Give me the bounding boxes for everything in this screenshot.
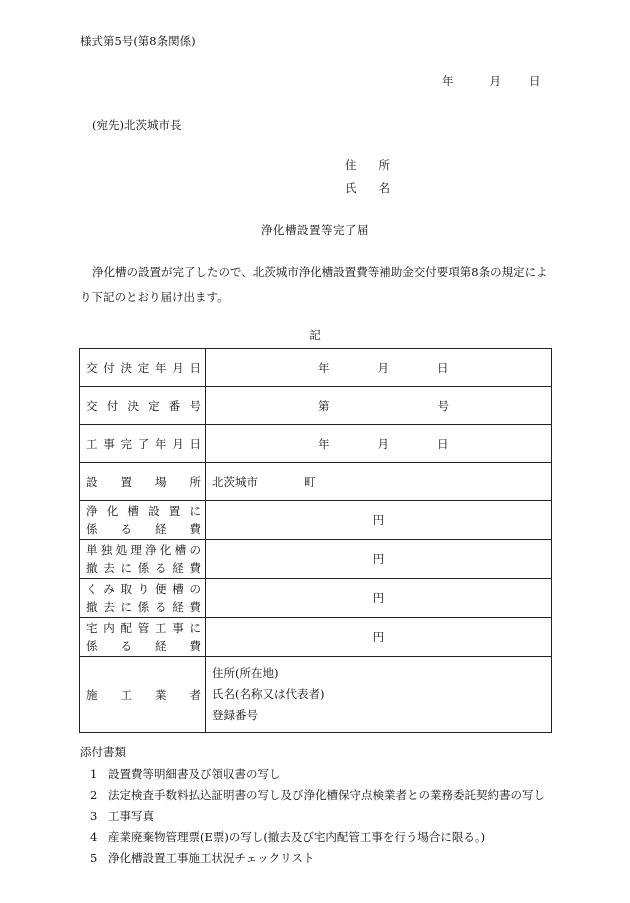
date-value: 年 月 日 xyxy=(318,360,449,375)
table-row xyxy=(80,657,552,733)
addressee: (宛先)北茨城市長 xyxy=(92,118,182,132)
row-label: 交 付 決 定 年 月 日 xyxy=(86,360,201,375)
table-row xyxy=(80,501,552,540)
contractor-fields xyxy=(206,663,551,726)
submission-date xyxy=(442,73,541,89)
list-item: 2 法定検査手数料払込証明書の写し及び浄化槽保守点検業者との業務委託契約書の写し xyxy=(90,788,545,802)
date-value: 年 月 日 xyxy=(318,436,449,451)
yen-value: 円 xyxy=(372,630,385,644)
date-year-label: 年 xyxy=(442,74,454,88)
row-label: 宅 内 配 管 工 事 に 係 る 経 費 xyxy=(86,621,201,653)
row-label: 工 事 完 了 年 月 日 xyxy=(86,436,201,451)
place-value: 北茨城市 町 xyxy=(212,474,316,489)
contractor-name-label: 氏名(名称又は代表者) xyxy=(212,687,325,701)
number-value: 第 号 xyxy=(318,398,449,413)
form-number: 様式第5号(第8条関係) xyxy=(80,34,196,48)
yen-value: 円 xyxy=(372,513,385,527)
row-label: 交 付 決 定 番 号 xyxy=(86,398,201,413)
completion-table xyxy=(79,348,552,733)
row-label: 設 置 場 所 xyxy=(86,474,201,489)
table-row xyxy=(80,540,552,579)
date-day-label: 日 xyxy=(529,74,541,88)
body-text: 浄化槽の設置が完了したので、北茨城市浄化槽設置費等補助金交付要項第8条の規定により下記のとおり届け出ます。 xyxy=(80,265,548,304)
row-label: く み 取 り 便 槽 の 撤 去 に 係 る 経 費 xyxy=(86,582,201,614)
ki-heading: 記 xyxy=(309,328,321,342)
contractor-address-label: 住所(所在地) xyxy=(212,666,279,680)
yen-value: 円 xyxy=(372,552,385,566)
table-row xyxy=(80,425,552,463)
row-label: 単 独 処 理 浄 化 槽 の 撤 去 に 係 る 経 費 xyxy=(86,543,201,575)
date-month-label: 月 xyxy=(489,74,501,88)
table-row xyxy=(80,579,552,618)
yen-value: 円 xyxy=(372,591,385,605)
attachments-heading: 添付書類 xyxy=(80,745,126,759)
list-item: 3 工事写真 xyxy=(90,809,154,823)
list-item: 1 設置費等明細書及び領収書の写し xyxy=(90,767,281,781)
list-item: 4 産業廃棄物管理票(E票)の写し(撤去及び宅内配管工事を行う場合に限る。) xyxy=(90,830,486,844)
table-row xyxy=(80,387,552,425)
list-item: 5 浄化槽設置工事施工状況チェックリスト xyxy=(90,851,315,865)
row-label: 浄 化 槽 設 置 に 係 る 経 費 xyxy=(86,504,201,536)
attachments-list xyxy=(90,764,552,869)
page-title: 浄化槽設置等完了届 xyxy=(261,223,369,237)
table-row xyxy=(80,349,552,387)
table-row xyxy=(80,618,552,657)
contractor-registration-label: 登録番号 xyxy=(212,708,258,722)
applicant-name-label: 氏 名 xyxy=(345,181,390,195)
applicant-address-label: 住 所 xyxy=(345,158,390,172)
row-label: 施 工 業 者 xyxy=(86,687,201,702)
table-row xyxy=(80,463,552,501)
